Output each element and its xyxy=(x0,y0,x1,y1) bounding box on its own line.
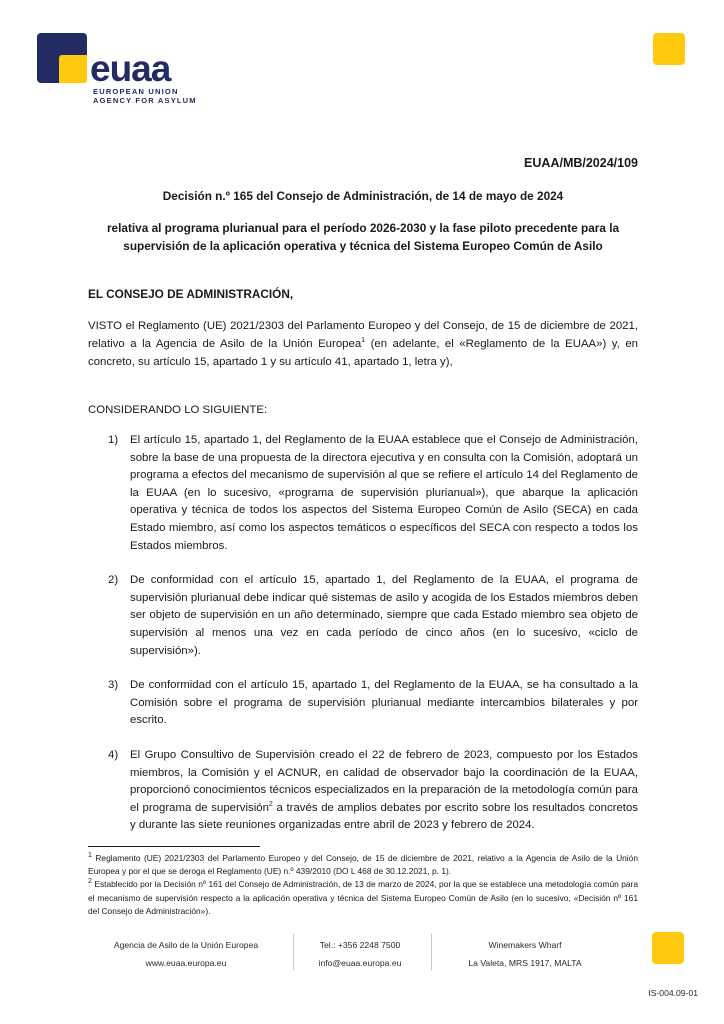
footnote-ref-1: 1 xyxy=(361,337,366,345)
list-item xyxy=(88,572,638,660)
footer-phone: Tel.: +356 2248 7500 xyxy=(319,940,401,950)
document-code: IS-004.09-01 xyxy=(648,988,698,998)
logo-subtitle-line2: AGENCY FOR ASYLUM xyxy=(93,96,197,105)
decision-subtitle: relativa al programa plurianual para el período 2026-2030 y la fase piloto precedente para la supervisión de la aplicación operativa y técnica del Sistema Europeo Común de Asilo xyxy=(106,221,620,253)
footnote-divider xyxy=(88,846,260,847)
visto-text: VISTO el Reglamento (UE) 2021/2303 del Parlamento Europeo y del Consejo, de 15 de diciembre de 2021, relativo a la Agencia de Asilo de la Unión Europea xyxy=(88,320,638,350)
footnote-2 xyxy=(88,878,638,918)
footer-agency-name: Agencia de Asilo de la Unión Europea xyxy=(113,940,259,950)
euaa-logo xyxy=(37,33,197,105)
footer-divider xyxy=(431,934,432,970)
footer-website-link[interactable]: www.euaa.europa.eu xyxy=(145,958,227,968)
recitals-list xyxy=(88,432,638,852)
logo-yellow-square xyxy=(59,55,87,83)
list-item xyxy=(88,747,638,835)
footnote-1 xyxy=(88,852,638,878)
visto-text-cont: (en adelante, el «Reglamento de la EUAA») y, en concreto, su artículo 15, apartado 1 y su artículo 41, apartado 1, letra y), xyxy=(88,338,638,368)
item-number: 4) xyxy=(108,748,119,761)
bottom-right-square-icon xyxy=(652,932,684,964)
footnote-ref-2: 2 xyxy=(268,800,273,808)
footer-address-line1: Winemakers Wharf xyxy=(488,940,562,950)
footer-address-line2: La Valeta, MRS 1917, MALTA xyxy=(468,958,582,968)
document-reference: EUAA/MB/2024/109 xyxy=(524,156,638,170)
footnotes xyxy=(88,852,638,918)
item-number: 1) xyxy=(108,434,119,446)
item-number: 2) xyxy=(108,574,119,587)
footnote-number: 2 xyxy=(88,878,92,886)
visto-paragraph xyxy=(88,317,638,371)
logo-subtitle-line1: EUROPEAN UNION xyxy=(93,87,179,96)
item-text: De conformidad con el artículo 15, apartado 1, del Reglamento de la EUAA, el programa de supervisión plurianual debe indicar qué sistemas de asilo y acogida de los Estados miembros deben ser objeto de supervisión en un año determinado, siempre que cada Estado miembro sea objeto de supervisión al menos una vez en cada período de cinco años (en lo sucesivo, «ciclo de supervisión»). xyxy=(130,574,638,657)
item-text: El artículo 15, apartado 1, del Reglamento de la EUAA establece que el Consejo de Administración, sobre la base de una propuesta de la directora ejecutiva y en consulta con la Comisión, adoptará un programa a efectos del mecanismo de supervisión al que se refiere el artículo 14 del Reglamento de la EUAA (en lo sucesivo, «programa de supervisión plurianual»), que abarque la aplicación operativa y técnica de todos los aspectos del Sistema Europeo Común de Asilo (SECA) en cada Estado miembro, así como los aspectos temáticos o específicos del SECA con respecto a todos los Estados miembros. xyxy=(130,434,638,552)
top-right-square-icon xyxy=(653,33,685,65)
footer-email-link[interactable]: info@euaa.europa.eu xyxy=(318,958,402,968)
footnote-number: 1 xyxy=(88,852,92,860)
footer-agency xyxy=(98,936,274,972)
logo-wordmark: euaa xyxy=(90,48,171,89)
board-heading: EL CONSEJO DE ADMINISTRACIÓN, xyxy=(88,287,294,301)
considerando-heading: CONSIDERANDO LO SIGUIENTE: xyxy=(88,404,268,416)
footer-contact xyxy=(300,936,420,972)
item-number: 3) xyxy=(108,679,119,692)
list-item xyxy=(88,432,638,555)
footer-divider xyxy=(293,934,294,970)
item-text: De conformidad con el artículo 15, apartado 1, del Reglamento de la EUAA, se ha consultado a la Comisión sobre el programa de supervisión plurianual mediante intercambios bilaterales y por escrito. xyxy=(130,679,638,727)
footnote-text: Establecido por la Decisión nº 161 del Consejo de Administración, de 13 de marzo de 2024, por la que se establece una metodología común para el mecanismo de supervisión respecto a la aplicación operativa y técnica del Sistema Europeo Común de Asilo (en lo sucesivo, «Decisión nº 161 del Consejo de Administración»). xyxy=(88,879,638,916)
item-text-cont: a través de amplios debates por escrito sobre los resultados concretos y durante las siete reuniones organizadas entre abril de 2023 y febrero de 2024. xyxy=(130,801,638,832)
footer-address xyxy=(450,936,600,972)
footnote-text: Reglamento (UE) 2021/2303 del Parlamento Europeo y del Consejo, de 15 de diciembre de 2021, relativo a la Agencia de Asilo de la Unión Europea y por el que se deroga el Reglamento (UE) n.º 439/2010 (DO L 468 de 30.12.2021, p. 1). xyxy=(88,853,638,877)
item-text: El Grupo Consultivo de Supervisión creado el 22 de febrero de 2023, compuesto por los Estados miembros, la Comisión y el ACNUR, en calidad de observador bajo la coordinación de la EUAA, proporcionó conocimientos técnicos especializados en la preparación de la metodología común para el programa de supervisión xyxy=(130,748,638,814)
decision-title: Decisión n.º 165 del Consejo de Administración, de 14 de mayo de 2024 xyxy=(162,189,564,203)
list-item xyxy=(88,677,638,730)
